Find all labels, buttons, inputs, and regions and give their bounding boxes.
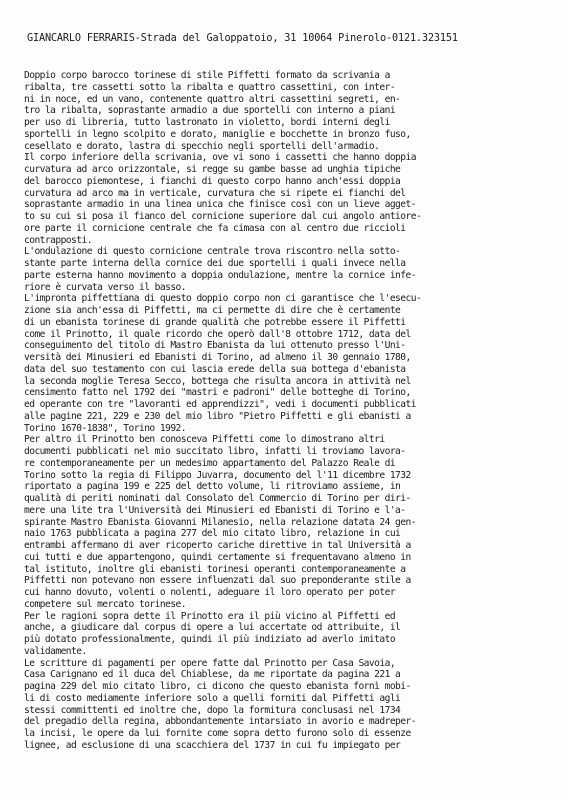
text-line: to su cui si posa il fianco del cornicione superiore dal cui angolo antiore- — [24, 211, 422, 222]
text-line: competere sul mercato torinese. — [24, 598, 187, 610]
text-line: ore parte il cornicione centrale che fa cimasa con al centro due riccioli — [24, 222, 406, 234]
text-line: Piffetti non potevano non essere influenzati dal suo preponderante stile a — [24, 575, 411, 587]
text-line: censimento fatto nel 1792 dei "mastri e padroni" delle botteghe di Torino, — [24, 387, 411, 399]
text-line: soprastante armadio in una linea unica che finisce così con un lieve agget- — [24, 199, 416, 211]
text-line: lignee, ad esclusione di una scacchiera del 1737 in cui fu impiegato per — [24, 739, 401, 751]
text-line: Per altro il Prinotto ben conosceva Piffetti come lo dimostrano altri — [24, 434, 385, 446]
text-line: contrapposti. — [24, 234, 92, 246]
text-line: sportelli in legno scolpito e dorato, maniglie e bocchette in bronzo fuso, — [24, 128, 411, 140]
text-line: L'ondulazione di questo cornicione centrale trova riscontro nella sotto- — [24, 246, 401, 258]
text-line: entrambi affermano di aver ricoperto cariche direttive in tal Università a — [24, 540, 411, 551]
text-line: Per le ragioni sopra dette il Prinotto era il più vicino al Piffetti ed — [24, 610, 396, 622]
text-line: del barocco piemontese, i fianchi di questo corpo hanno anch'essi doppia — [24, 175, 401, 187]
text-line: pagina 229 del mio citato libro, ci dicono che questo ebanista fornì mobi- — [24, 681, 411, 692]
text-line: riore è curvata verso il basso. — [24, 281, 187, 293]
document-body — [24, 70, 554, 752]
text-line: qualità di periti nominati dal Consolato del Commercio di Torino per diri- — [24, 493, 411, 504]
text-line: parte esterna hanno movimento a doppia ondulazione, mentre la cornice infe- — [24, 269, 416, 281]
text-line: tal istituto, inoltre gli ebanisti torinesi operanti contemporaneamente a — [24, 563, 406, 575]
text-line: come il Prinotto, il quale ricordo che operò dall'8 ottobre 1712, data del — [24, 328, 411, 340]
text-line: di un ebanista torinese di grande qualità che potrebbe essere il Piffetti — [24, 316, 406, 328]
text-line: tro la ribalta, soprastante armadio a due sportelli con interno a piani — [24, 105, 396, 117]
text-line: cui tutti e due appartengono, quindi certamente si frequentavano almeno in — [24, 551, 411, 563]
text-line: alle pagine 221, 229 e 230 del mio libro "Pietro Piffetti e gli ebanisti a — [24, 410, 411, 422]
letterhead: GIANCARLO FERRARIS-Strada del Galoppatoio, 31 10064 Pinerolo-0121.323151 — [27, 33, 458, 44]
text-line: ni in noce, ed un vano, contenente quattro altri cassettini segreti, en- — [24, 93, 401, 105]
text-line: L'impronta piffettiana di questo doppio corpo non ci garantisce che l'esecu- — [24, 293, 422, 305]
text-line: stante parte interna della cornice dei due sportelli i quali invece nella — [24, 258, 406, 269]
text-line: cesellato e dorato, lastra di specchio negli sportelli dell'armadio. — [24, 140, 380, 152]
text-line: Torino 1670-1838", Torino 1992. — [24, 422, 187, 434]
text-line: del pregadio della regina, abbondantemente intarsiato in avorio e madreper- — [24, 716, 416, 728]
text-line: anche, a giudicare dal corpus di opere a lui accertate od attribuite, il — [24, 622, 401, 634]
text-line: Doppio corpo barocco torinese di stile Piffetti formato da scrivania a — [24, 70, 390, 81]
text-line: più dotato professionalmente, quindi il più indiziato ad averlo imitato — [24, 634, 396, 645]
text-line: la seconda moglie Teresa Secco, bottega che risulta ancora in attività nel — [24, 375, 411, 387]
text-line: documenti pubblicati nel mio succitato libro, infatti li troviamo lavora- — [24, 446, 406, 457]
text-line: Casa Carignano ed il duca del Chiablese, da me riportate da pagina 221 a — [24, 669, 401, 681]
text-line: spirante Mastro Ebanista Giovanni Milanesio, nella relazione datata 24 gen- — [24, 516, 416, 528]
text-line: data del suo testamento con cui lascia erede della sua bottega d'ebanista — [24, 363, 406, 375]
text-line: ed operante con tre "lavoranti ed apprendizzi", vedi i documenti pubblicati — [24, 399, 416, 410]
text-line: per uso di libreria, tutto lastronato in violetto, bordi interni degli — [24, 117, 390, 128]
text-line: li di costo mediamente inferiore solo a quelli forniti dal Piffetti agli — [24, 692, 401, 704]
text-line: versità dei Minusieri ed Ebanisti di Torino, ad almeno il 30 gennaio 1780, — [24, 352, 411, 363]
text-line: Le scritture di pagamenti per opere fatte dal Prinotto per Casa Savoia, — [24, 657, 396, 669]
text-line: riportato a pagina 199 e 225 del detto volume, li ritroviamo assieme, in — [24, 481, 401, 493]
text-line: validamente. — [24, 645, 87, 657]
text-line: cui hanno dovuto, volenti o nolenti, adeguare il loro operato per poter — [24, 587, 396, 598]
text-line: zione sia anch'essa di Piffetti, ma ci permette di dire che è certamente — [24, 305, 401, 316]
text-line: conseguimento del titolo di Mastro Ebanista da lui ottenuto presso l'Uni- — [24, 340, 406, 352]
text-line: re contemporaneamente per un medesimo appartamento del Palazzo Reale di — [24, 457, 396, 469]
text-line: Torino sotto la regia di Filippo Juvarra, documento del l'11 dicembre 1732 — [24, 469, 411, 481]
text-line: mere una lite tra l'Università dei Minusieri ed Ebanisti di Torino e l'a- — [24, 504, 406, 516]
text-line: naio 1763 pubblicata a pagina 277 del mio citato libro, relazione in cui — [24, 528, 401, 540]
text-line: stessi committenti ed inoltre che, dopo la formitura conclusasi nel 1734 — [24, 704, 401, 716]
text-line: curvatura ad arco ma in verticale, curvatura che si ripete ei fianchi del — [24, 187, 406, 199]
text-line: la incisi, le opere da lui fornite come sopra detto furono solo di essenze — [24, 728, 411, 739]
text-line: ribalta, tre cassetti sotto la ribalta e quattro cassettini, con inter- — [24, 81, 396, 93]
text-line: curvatura ad arco orizzontale, si regge su gambe basse ad unghia tipiche — [24, 164, 401, 175]
text-line: Il corpo inferiore della scrivania, ove vi sono i cassetti che hanno doppia — [24, 152, 416, 164]
